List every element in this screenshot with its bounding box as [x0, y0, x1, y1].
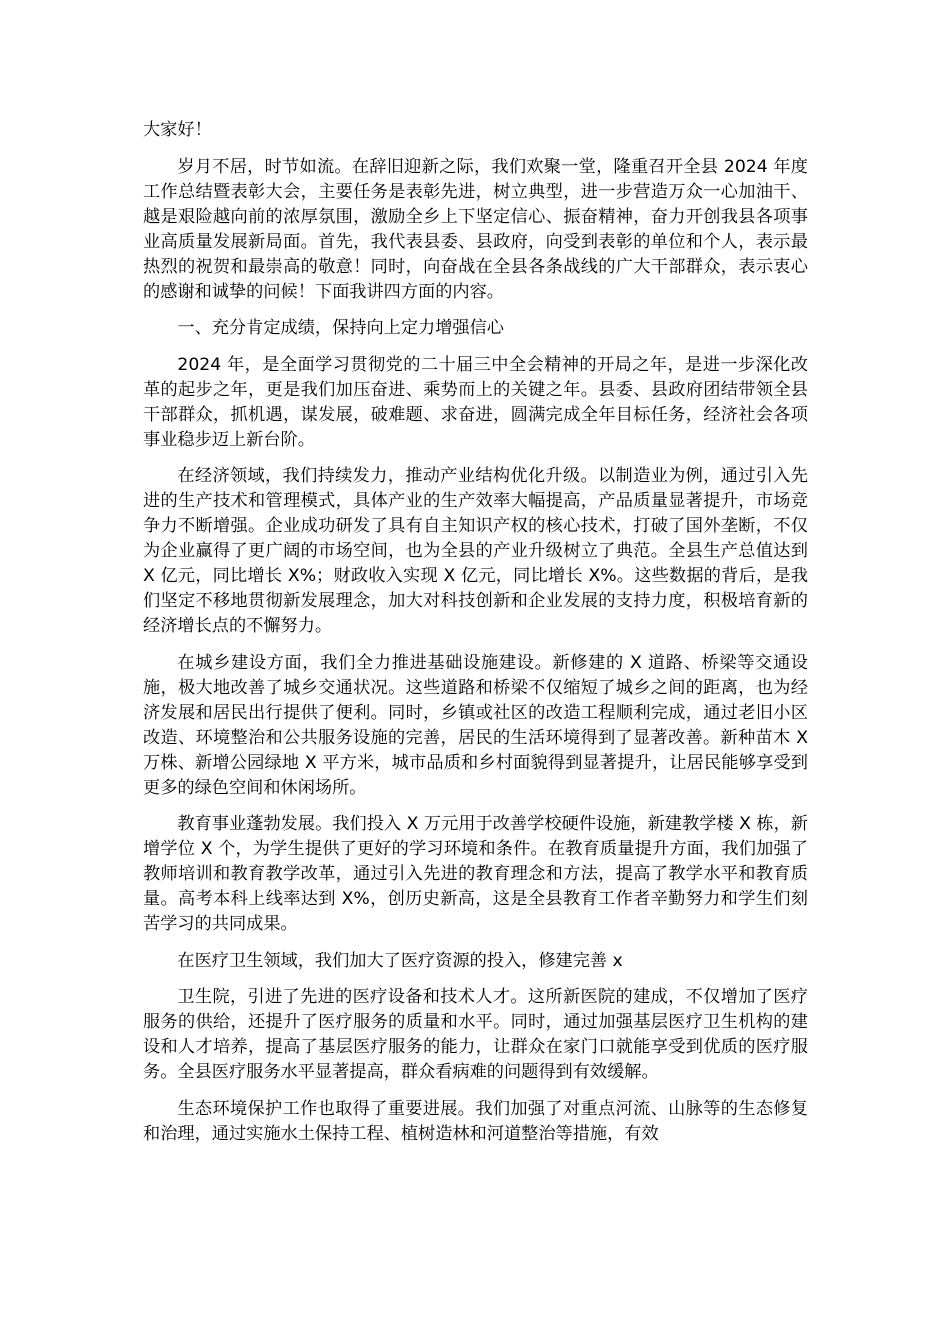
urban-rural-paragraph: 在城乡建设方面，我们全力推进基础设施建设。新修建的 X 道路、桥梁等交通设施，极大地改善了城乡交通状况。这些道路和桥梁不仅缩短了城乡之间的距离，也为经济发展和居民出行提供了便利。同时，乡镇或社区的改造工程顺利完成，通过老旧小区改造、环境整治和公共服务设施的完善，居民的生活环境得到了显著改善。新种苗木 X 万株、新增公园绿地 X 平方米，城市品质和乡村面貌得到显著提升，让居民能够享受到更多的绿色空间和休闲场所。	[143, 652, 808, 798]
healthcare-paragraph: 卫生院，引进了先进的医疗设备和技术人才。这所新医院的建成，不仅增加了医疗服务的供给，还提升了医疗服务的质量和水平。同时，通过加强基层医疗卫生机构的建设和人才培养，提高了基层医疗服务的能力，让群众在家门口就能享受到优质的医疗服务。全县医疗服务水平显著提高，群众看病难的问题得到有效缓解。	[143, 987, 808, 1082]
year-summary-paragraph: 2024 年，是全面学习贯彻党的二十届三中全会精神的开局之年，是进一步深化改革的起步之年，更是我们加压奋进、乘势而上的关键之年。县委、县政府团结带领全县干部群众，抓机遇，谋发展，破难题、求奋进，圆满完成全年目标任务，经济社会各项事业稳步迈上新台阶。	[143, 354, 808, 450]
opening-paragraph: 岁月不居，时节如流。在辞旧迎新之际，我们欢聚一堂，隆重召开全县 2024 年度工作总结暨表彰大会，主要任务是表彰先进，树立典型，进一步营造万众一心加油干、越是艰险越向前的浓厚氛围，激励全乡上下坚定信心、振奋精神，奋力开创我县各项事业高质量发展新局面。首先，我代表县委、县政府，向受到表彰的单位和个人，表示最热烈的祝贺和最崇高的敬意！同时，向奋战在全县各条战线的广大干部群众，表示衷心的感谢和诚挚的问候！下面我讲四方面的内容。	[143, 156, 808, 302]
section-heading: 一、充分肯定成绩，保持向上定力增强信心	[177, 318, 504, 338]
economy-paragraph: 在经济领域，我们持续发力，推动产业结构优化升级。以制造业为例，通过引入先进的生产技术和管理模式，具体产业的生产效率大幅提高，产品质量显著提升，市场竞争力不断增强。企业成功研发了具有自主知识产权的核心技术，打破了国外垄断，不仅为企业赢得了更广阔的市场空间，也为全县的产业升级树立了典范。全县生产总值达到 X 亿元，同比增长 X%；财政收入实现 X 亿元，同比增长 X%。这些数据的背后，是我们坚定不移地贯彻新发展理念，加大对科技创新和企业发展的支持力度，积极培育新的经济增长点的不懈努力。	[143, 466, 808, 636]
healthcare-intro-paragraph: 在医疗卫生领域，我们加大了医疗资源的投入，修建完善 x	[177, 950, 623, 971]
greeting-paragraph: 大家好！	[143, 120, 212, 140]
document-body	[143, 118, 808, 1158]
ecology-paragraph: 生态环境保护工作也取得了重要进展。我们加强了对重点河流、山脉等的生态修复和治理，通过实施水土保持工程、植树造林和河道整治等措施，有效	[143, 1098, 808, 1144]
education-paragraph: 教育事业蓬勃发展。我们投入 X 万元用于改善学校硬件设施，新建教学楼 X 栋，新增学位 X 个，为学生提供了更好的学习环境和条件。在教育质量提升方面，我们加强了教师培训和教育教学改革，通过引入先进的教育理念和方法，提高了教学水平和教育质量。高考本科上线率达到 X%，创历史新高，这是全县教育工作者辛勤努力和学生们刻苦学习的共同成果。	[143, 814, 808, 934]
